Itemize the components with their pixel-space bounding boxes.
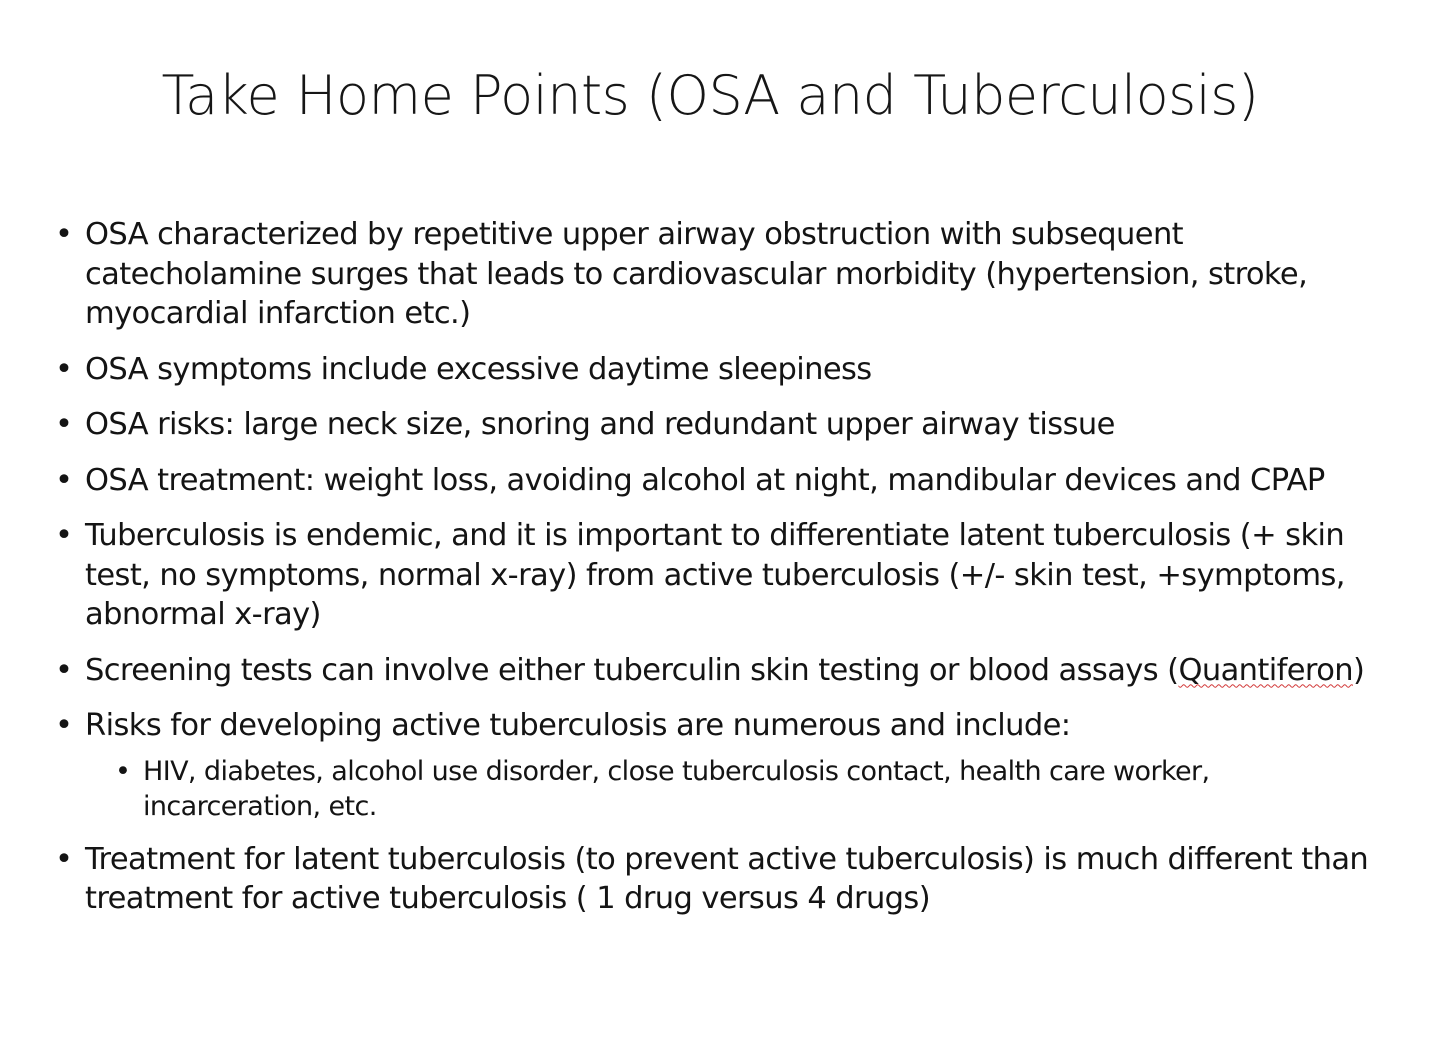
bullet-text: OSA treatment: weight loss, avoiding alcohol at night, mandibular devices and CPAP: [85, 462, 1325, 498]
bullet-text: OSA risks: large neck size, snoring and redundant upper airway tissue: [85, 407, 1115, 442]
bullet-item-osa-symptoms: [55, 350, 1395, 390]
bullet-list: [55, 215, 1395, 935]
bullet-text: Tuberculosis is endemic, and it is important to differentiate latent tuberculosis (+ skin test, no symptoms, normal x-ray) from active tuberculosis (+/- skin test, +symptoms, abnormal x-ray): [85, 518, 1345, 632]
bullet-dot-icon: •: [55, 407, 73, 442]
bullet-dot-icon: •: [55, 841, 73, 877]
bullet-text-before: Screening tests can involve either tuberculin skin testing or blood assays (: [85, 652, 1179, 688]
bullet-text-after: ): [1353, 652, 1365, 688]
sub-bullet-dot-icon: •: [115, 755, 131, 787]
slide-title: Take Home Points (OSA and Tuberculosis): [161, 64, 1259, 127]
sub-bullet-text: HIV, diabetes, alcohol use disorder, close tuberculosis contact, health care worker, incarceration, etc.: [143, 755, 1210, 822]
sub-bullet-list: [85, 754, 1395, 824]
bullet-item-osa-treatment: [55, 461, 1395, 501]
bullet-item-tb-screening: [55, 651, 1395, 691]
sub-bullet-item-tb-risk-factors: [115, 754, 1395, 824]
bullet-item-osa-definition: [55, 215, 1395, 334]
bullet-item-tb-treatment: [55, 840, 1395, 919]
bullet-dot-icon: •: [55, 462, 73, 498]
bullet-item-osa-risks: [55, 405, 1395, 445]
bullet-text: OSA symptoms include excessive daytime sleepiness: [85, 351, 872, 387]
bullet-dot-icon: •: [55, 217, 73, 252]
bullet-dot-icon: •: [55, 351, 73, 387]
spellcheck-flagged-word: Quantiferon: [1178, 652, 1353, 688]
bullet-item-tb-latent-vs-active: [55, 516, 1395, 635]
bullet-item-tb-risks: [55, 706, 1395, 824]
bullet-text: Risks for developing active tuberculosis are numerous and include:: [85, 708, 1071, 743]
bullet-dot-icon: •: [55, 518, 73, 553]
bullet-dot-icon: •: [55, 652, 73, 688]
bullet-dot-icon: •: [55, 708, 73, 743]
bullet-text: OSA characterized by repetitive upper airway obstruction with subsequent catecholamine surges that leads to cardiovascular morbidity (hypertension, stroke, myocardial infarction etc.): [85, 217, 1308, 331]
bullet-text: [85, 653, 1364, 688]
bullet-text: Treatment for latent tuberculosis (to prevent active tuberculosis) is much different than treatment for active tuberculosis ( 1 drug versus 4 drugs): [85, 841, 1369, 916]
